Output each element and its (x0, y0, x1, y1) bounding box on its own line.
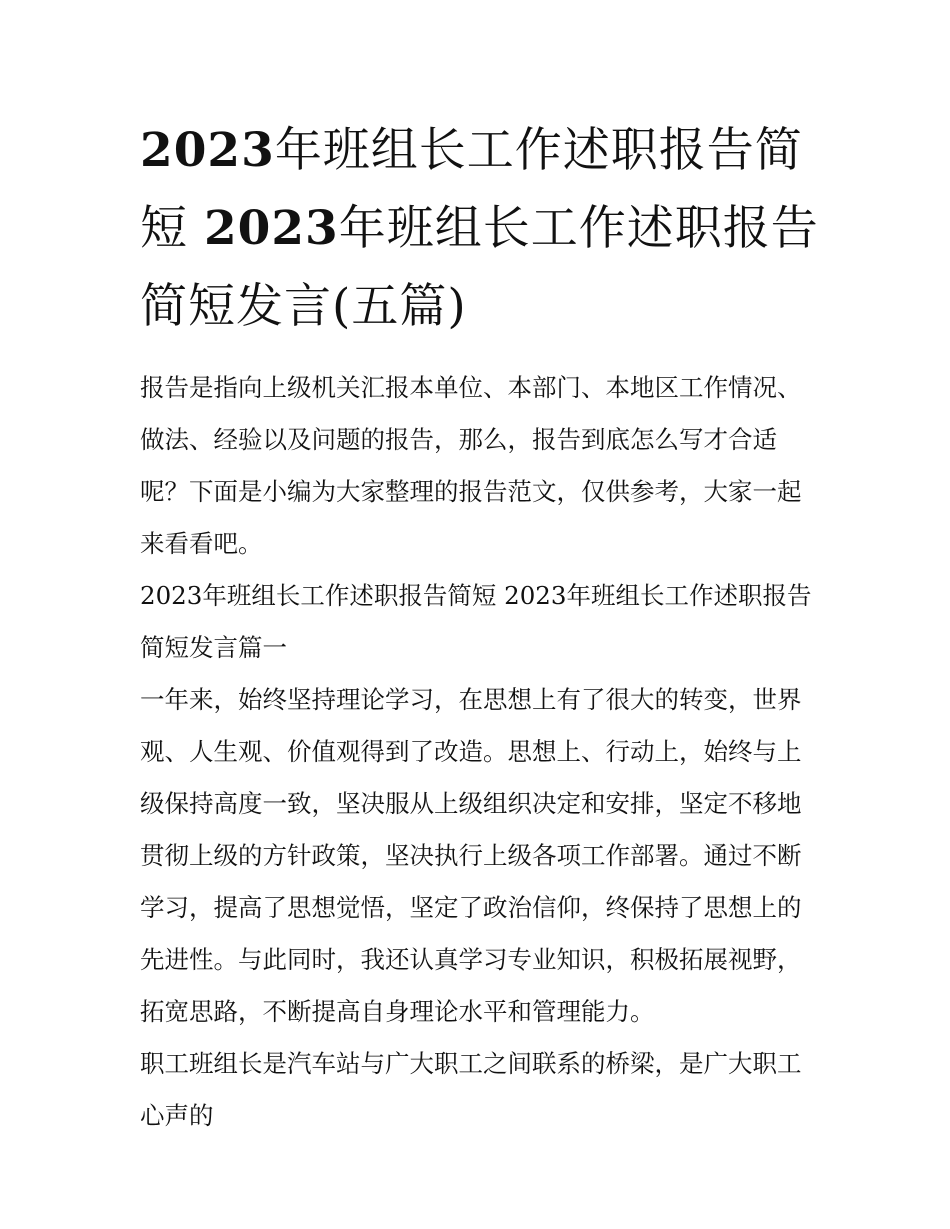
title-year-1: 2023 (140, 123, 275, 178)
document-page (140, 112, 820, 1142)
title-year-2: 2023 (203, 201, 339, 256)
section-heading: 2023年班组长工作述职报告简短 2023年班组长工作述职报告简短发言篇一 (140, 581, 812, 662)
document-title (140, 112, 820, 346)
title-text-1: 年班组长工作述职报告简短 (140, 123, 803, 256)
body-paragraph-1: 一年来，始终坚持理论学习，在思想上有了很大的转变，世界观、人生观、价值观得到了改造。思想上、行动上，始终与上级保持高度一致，坚决服从上级组织决定和安排，坚定不移地贯彻上级的方针政策，坚决执行上级各项工作部署。通过不断学习，提高了思想觉悟，坚定了政治信仰，终保持了思想上的先进性。与此同时，我还认真学习专业知识，积极拓展视野，拓宽思路，不断提高自身理论水平和管理能力。 (140, 685, 802, 1026)
body-paragraph-2: 职工班组长是汽车站与广大职工之间联系的桥梁，是广大职工心声的 (140, 1049, 802, 1130)
intro-paragraph: 报告是指向上级机关汇报本单位、本部门、本地区工作情况、做法、经验以及问题的报告，那么，报告到底怎么写才合适呢？下面是小编为大家整理的报告范文，仅供参考，大家一起来看看吧。 (140, 373, 802, 558)
title-text-2: 年班组长工作述职报告简短发言(五篇) (140, 201, 819, 334)
